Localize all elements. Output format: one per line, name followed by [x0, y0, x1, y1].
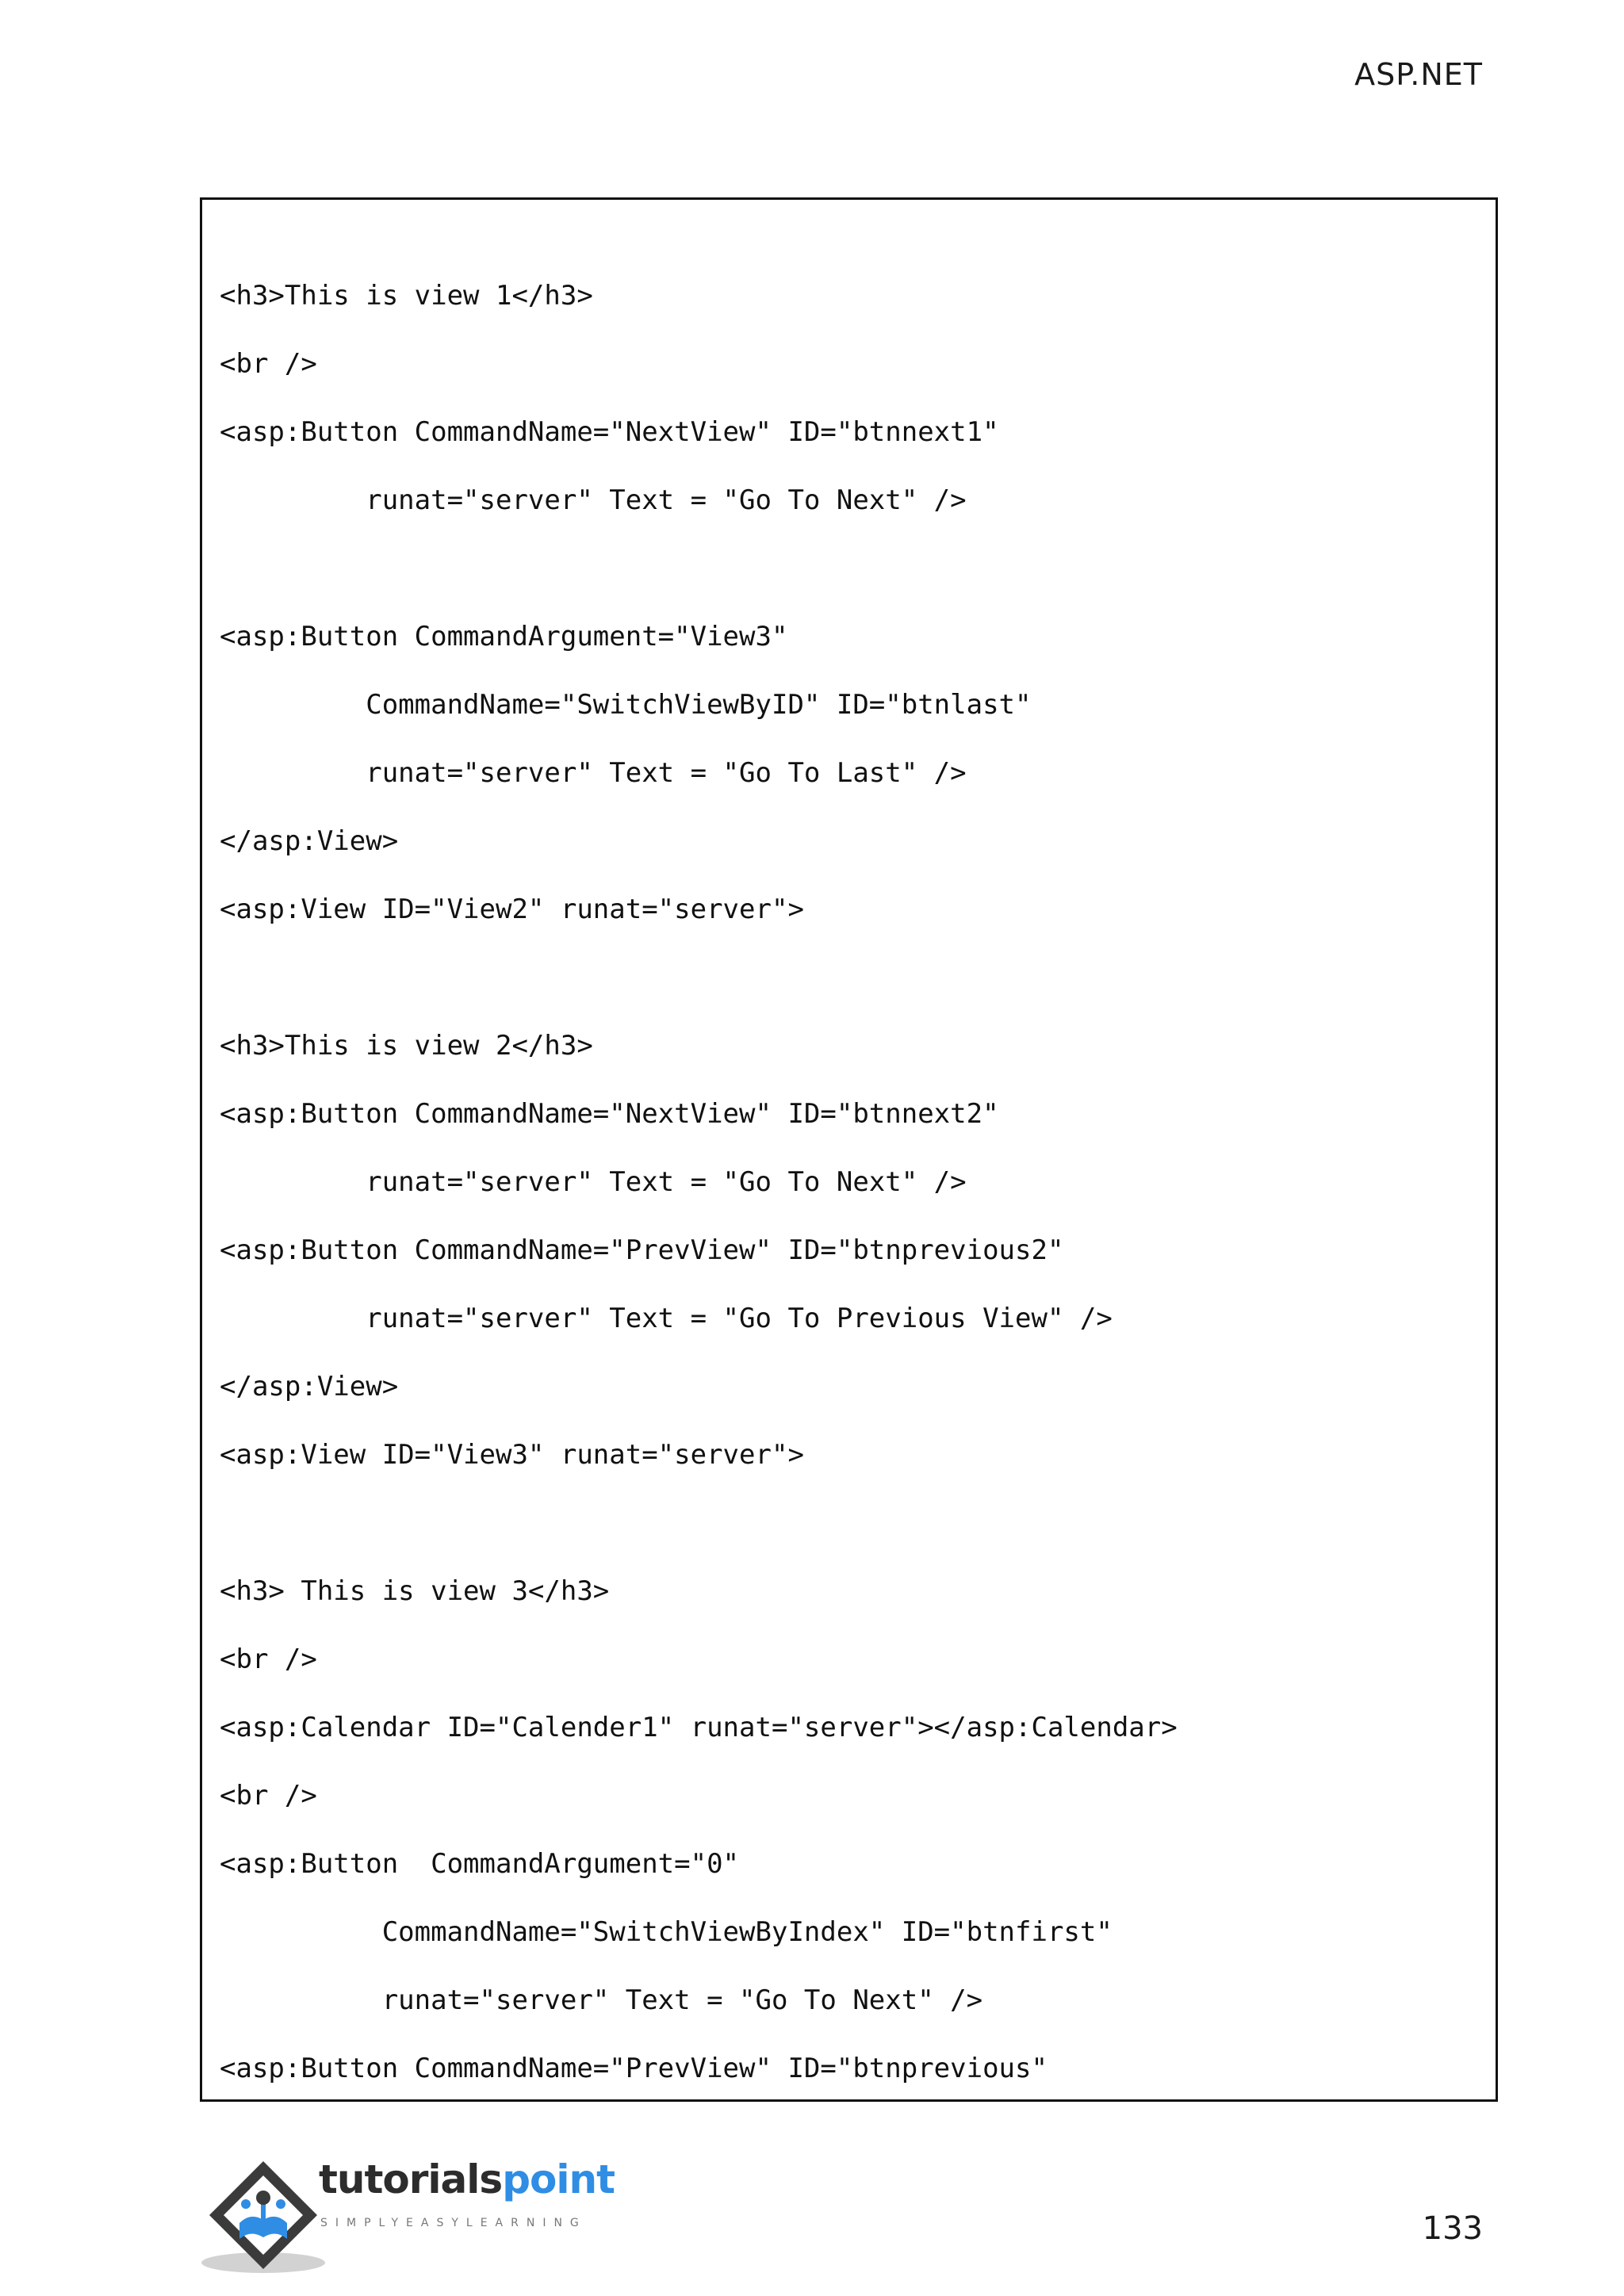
- logo-text-dark: tutorials: [319, 2156, 503, 2202]
- code-line: <asp:Button CommandName="PrevView" ID="btnprevious": [220, 2053, 1048, 2084]
- code-block: [200, 197, 1498, 2102]
- logo-emblem-icon: [200, 2155, 335, 2282]
- page-number: 133: [1422, 2210, 1483, 2247]
- code-line: CommandName="SwitchViewByID" ID="btnlast": [220, 689, 1032, 721]
- code-line: <asp:Button CommandArgument="View3": [220, 621, 788, 652]
- code-line: runat="server" Text = "Go To Previous View" />: [220, 1303, 1113, 1334]
- code-line: <h3>This is view 1</h3>: [220, 280, 593, 312]
- code-line: runat="server" Text = "Go To Last" />: [220, 757, 967, 789]
- code-line: <br />: [220, 348, 317, 380]
- code-line: runat="server" Text = "Go To Next" />: [220, 1166, 967, 1198]
- code-line: CommandName="SwitchViewByIndex" ID="btnfirst": [220, 1916, 1113, 1948]
- code-line: <asp:Calendar ID="Calender1" runat="server"></asp:Calendar>: [220, 1712, 1178, 1743]
- code-line: runat="server" Text = "Go To Next" />: [220, 484, 967, 516]
- code-line: <asp:View ID="View2" runat="server">: [220, 894, 804, 925]
- code-line: <h3>This is view 2</h3>: [220, 1030, 593, 1062]
- code-line: <asp:Button CommandName="NextView" ID="btnnext1": [220, 416, 999, 448]
- logo-tagline: SIMPLYEASYLEARNING: [320, 2217, 587, 2229]
- logo-wordmark: [319, 2156, 615, 2202]
- code-line: <asp:Button CommandArgument="0": [220, 1848, 740, 1880]
- code-line: <asp:View ID="View3" runat="server">: [220, 1439, 804, 1471]
- code-line: <br />: [220, 1780, 317, 1812]
- code-line: <asp:Button CommandName="NextView" ID="btnnext2": [220, 1098, 999, 1130]
- code-line: </asp:View>: [220, 1371, 399, 1402]
- code-line: runat="server" Text = "Go To Next" />: [220, 1984, 983, 2016]
- code-line: </asp:View>: [220, 825, 399, 857]
- code-line: <br />: [220, 1644, 317, 1675]
- page-header-title: ASP.NET: [1354, 57, 1483, 92]
- logo-text-blue: point: [502, 2156, 615, 2202]
- code-line: <h3> This is view 3</h3>: [220, 1575, 610, 1607]
- tutorialspoint-logo[interactable]: [200, 2155, 615, 2282]
- code-line: <asp:Button CommandName="PrevView" ID="btnprevious2": [220, 1234, 1064, 1266]
